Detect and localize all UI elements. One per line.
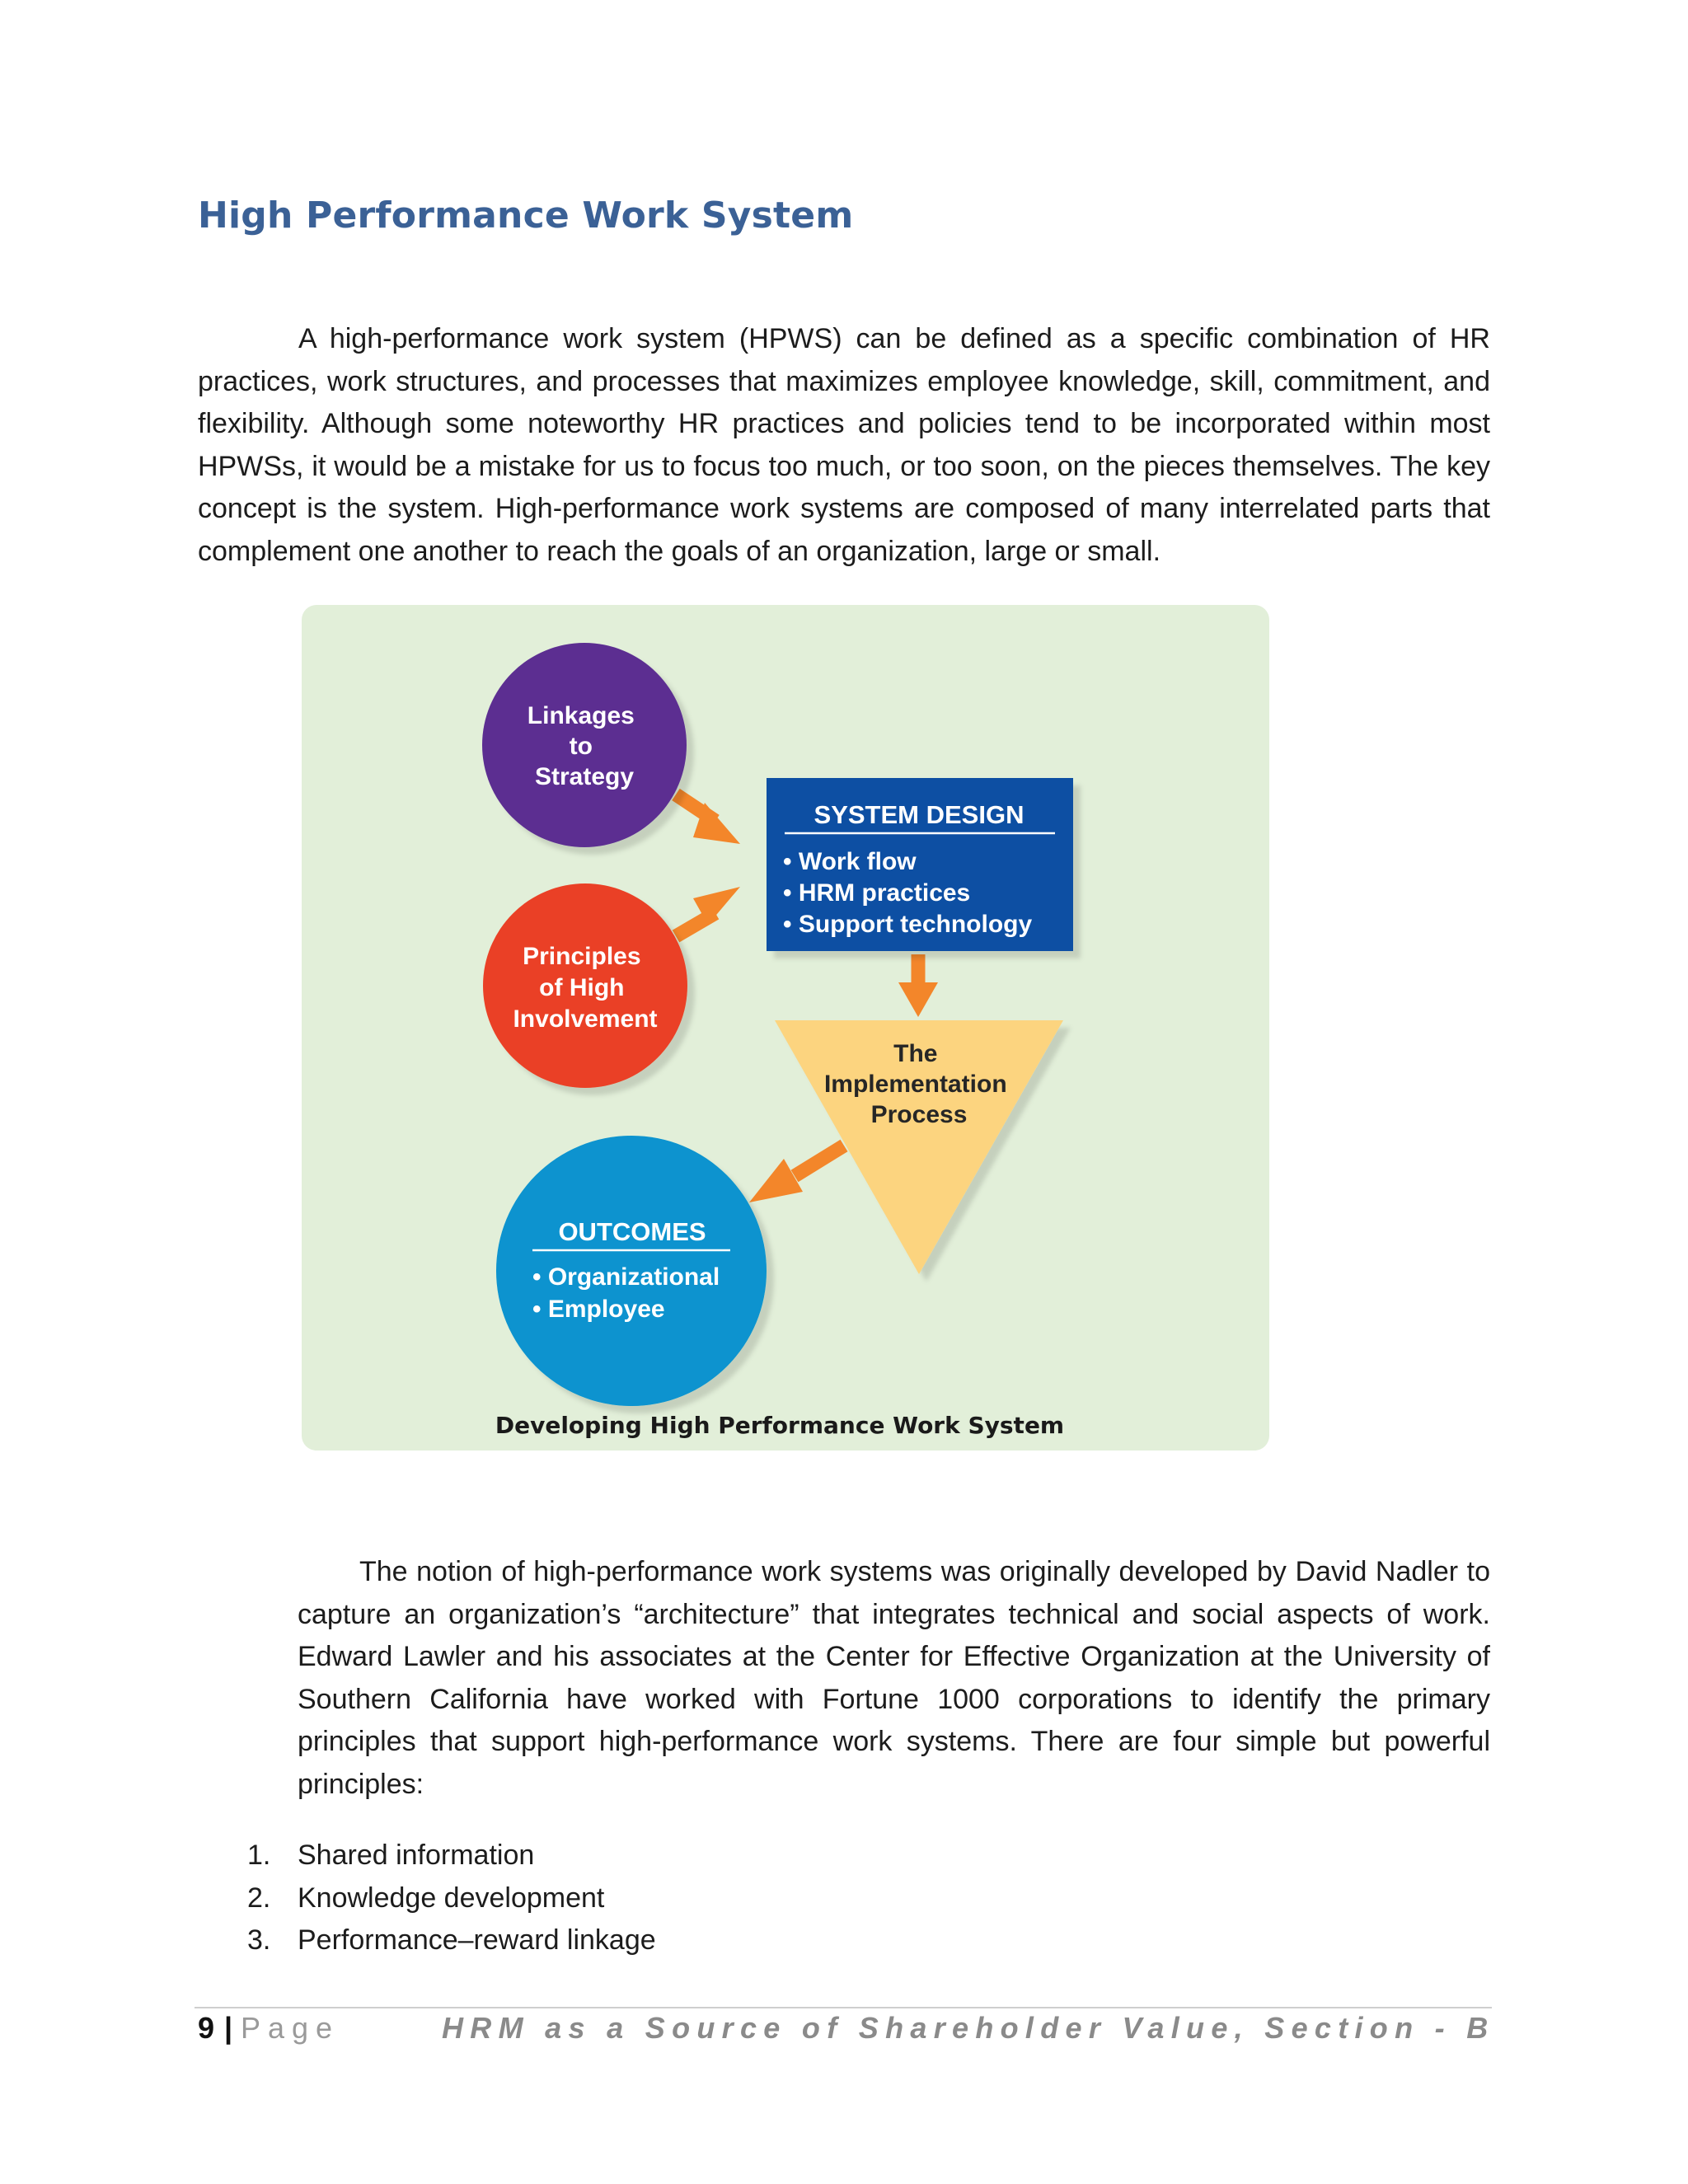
- list-item: [247, 1919, 656, 1962]
- linkages-line-1: Linkages: [527, 702, 635, 729]
- linkages-line-3: Strategy: [534, 763, 635, 790]
- page-separator: |: [224, 2011, 233, 2045]
- system-design-item: • Work flow: [783, 848, 917, 875]
- implementation-line-1: The: [893, 1040, 938, 1067]
- outcomes-title: OUTCOMES: [558, 1217, 706, 1246]
- principles-line-3: Involvement: [513, 1005, 658, 1033]
- implementation-process-triangle: [775, 1020, 1063, 1274]
- list-number: 1.: [247, 1840, 271, 1871]
- footer-rule: [195, 2007, 1492, 2008]
- footer-title: HRM as a Source of Shareholder Value, Section - B: [442, 2011, 1495, 2045]
- outcomes-item: • Organizational: [532, 1263, 720, 1291]
- list-item: [247, 1877, 656, 1920]
- page-footer: [198, 2011, 1495, 2060]
- linkages-line-2: to: [569, 733, 593, 760]
- page-number: 9: [198, 2011, 215, 2045]
- system-design-item: • HRM practices: [783, 879, 971, 907]
- arrow-principles-to-design: [676, 887, 740, 936]
- arrow-implementation-to-outcomes: [749, 1146, 844, 1202]
- outcomes-item: • Employee: [532, 1296, 665, 1323]
- nadler-paragraph: The notion of high-performance work systems was originally developed by David Nadler to capture an organization’s “architecture” that integrates technical and social aspects of work. Edward Lawler and his associates at the Center for Effective Organization at the University of Southern California have worked with Fortune 1000 corporations to identify the primary principles that support high-performance work systems. There are four simple but powerful principles:: [298, 1556, 1490, 1800]
- principles-line-2: of High: [539, 974, 625, 1001]
- arrow-design-to-implementation: [898, 954, 938, 1017]
- hpws-diagram: [302, 605, 1269, 1451]
- figure-caption: Developing High Performance Work System: [495, 1412, 1065, 1439]
- intro-paragraph: A high-performance work system (HPWS) can be defined as a specific combination of HR practices, work structures, and processes that maximizes employee knowledge, skill, commitment, and flexibility. Although some noteworthy HR practices and policies tend to be incorporated within most HPWSs, it would be a mistake for us to focus too much, or too soon, on the pieces themselves. The key concept is the system. High-performance work systems are composed of many interrelated parts that complement one another to reach the goals of an organization, large or small.: [198, 323, 1490, 567]
- linkages-to-strategy-node: [482, 643, 687, 847]
- system-design-box: [767, 778, 1073, 951]
- list-number: 3.: [247, 1924, 271, 1956]
- list-text: Shared information: [298, 1840, 535, 1871]
- principles-line-1: Principles: [523, 943, 641, 970]
- principles-of-high-involvement-node: [483, 883, 687, 1088]
- list-number: 2.: [247, 1882, 271, 1914]
- list-text: Knowledge development: [298, 1882, 605, 1914]
- outcomes-node: [496, 1136, 767, 1406]
- system-design-title: SYSTEM DESIGN: [814, 800, 1025, 829]
- list-item: [247, 1835, 656, 1877]
- principles-list: [247, 1835, 656, 1962]
- implementation-line-2: Implementation: [823, 1071, 1007, 1098]
- page-label: Page: [241, 2011, 340, 2045]
- system-design-item: • Support technology: [783, 911, 1033, 938]
- implementation-line-3: Process: [870, 1101, 968, 1128]
- list-text: Performance–reward linkage: [298, 1924, 656, 1956]
- section-heading: High Performance Work System: [198, 194, 854, 237]
- arrow-linkages-to-design: [676, 794, 740, 844]
